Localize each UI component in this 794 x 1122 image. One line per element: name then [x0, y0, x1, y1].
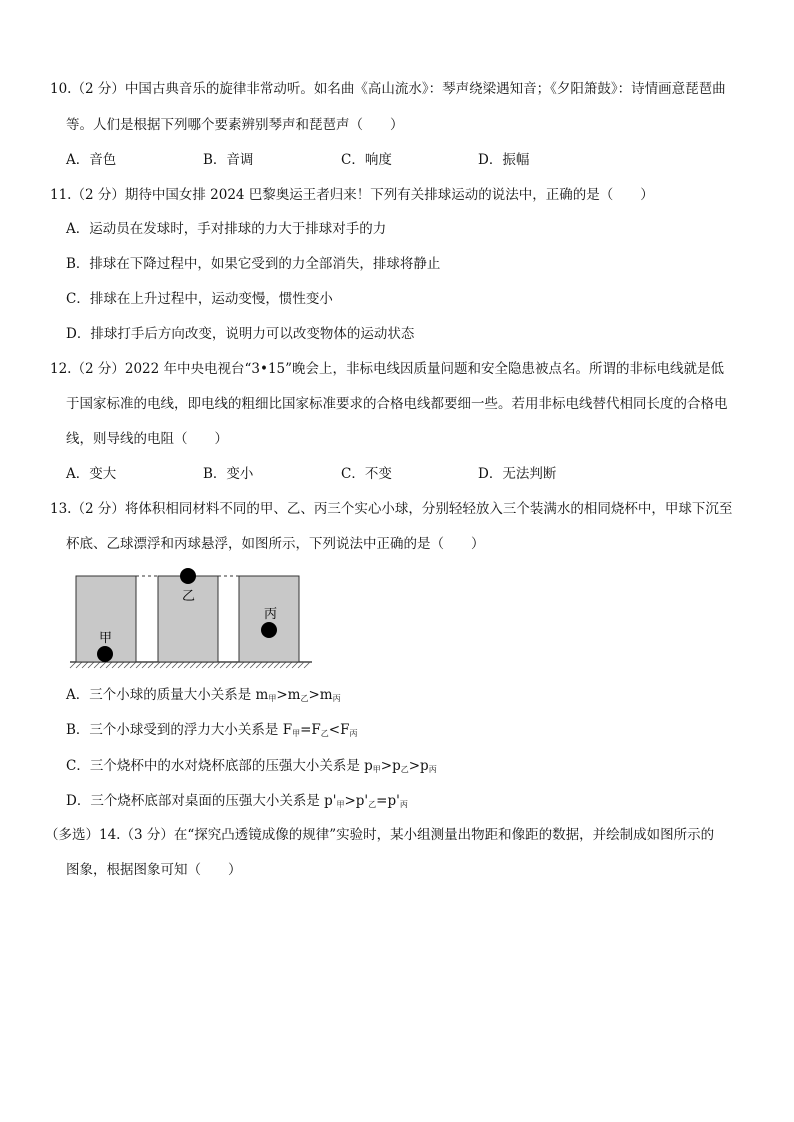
q10-stem-line1: 10.（2 分）中国古典音乐的旋律非常动听。如名曲《高山流水》：琴声绕梁遇知音；《夕阳箫鼓》：诗情画意琵琶曲 — [50, 81, 726, 97]
q11-option-c: C．排球在上升过程中，运动变慢，惯性变小 — [66, 291, 333, 307]
q10-option-a: A．音色 — [66, 152, 117, 168]
q13-option-d: D．三个烧杯底部对桌面的压强大小关系是 $p'_甲>p'_乙=p'_丙$ — [66, 793, 408, 809]
ball-jia — [97, 646, 113, 662]
q10-stem-line2: 等。人们是根据下列哪个要素辨别琴声和琵琶声（ ） — [66, 117, 404, 133]
q12-option-b: B．变小 — [203, 466, 254, 482]
beakers-figure — [66, 566, 316, 674]
ball-yi — [180, 568, 196, 584]
table-surface — [70, 662, 312, 668]
q11-option-b: B．排球在下降过程中，如果它受到的力全部消失，排球将静止 — [66, 256, 441, 272]
q13-option-c: C．三个烧杯中的水对烧杯底部的压强大小关系是 $p_甲>p_乙>p_丙$ — [66, 758, 437, 774]
q10-option-c: C．响度 — [341, 152, 392, 168]
q12-stem-line1: 12.（2 分）2022 年中央电视台“3•15”晚会上，非标电线因质量问题和安全隐患被点名。所谓的非标电线就是低 — [50, 361, 725, 377]
q10-option-b: B．音调 — [203, 152, 254, 168]
q14-stem-line1: （多选）14.（3 分）在“探究凸透镜成像的规律”实验时，某小组测量出物距和像距的数据，并绘制成如图所示的 — [45, 827, 715, 843]
label-yi: 乙 — [182, 589, 196, 604]
q12-stem-line3: 线，则导线的电阻（ ） — [66, 431, 228, 447]
q11-stem-line1: 11.（2 分）期待中国女排 2024 巴黎奥运王者归来！下列有关排球运动的说法中，正确的是（ ） — [50, 187, 654, 203]
q11-option-d: D．排球打手后方向改变，说明力可以改变物体的运动状态 — [66, 326, 415, 342]
q12-option-c: C．不变 — [341, 466, 392, 482]
q10-option-d: D．振幅 — [478, 152, 530, 168]
q13-stem-line1: 13.（2 分）将体积相同材料不同的甲、乙、丙三个实心小球，分别轻轻放入三个装满水的相同烧杯中，甲球下沉至 — [50, 501, 733, 517]
q12-option-a: A．变大 — [66, 466, 117, 482]
q12-option-d: D．无法判断 — [478, 466, 557, 482]
q11-option-a: A．运动员在发球时，手对排球的力大于排球对手的力 — [66, 221, 387, 237]
q12-stem-line2: 于国家标准的电线，即电线的粗细比国家标准要求的合格电线都要细一些。若用非标电线替代相同长度的合格电 — [66, 396, 728, 412]
label-jia: 甲 — [99, 631, 113, 646]
ball-bing — [261, 622, 277, 638]
q13-stem-line2: 杯底、乙球漂浮和丙球悬浮，如图所示，下列说法中正确的是（ ） — [66, 536, 485, 552]
q13-option-b: B．三个小球受到的浮力大小关系是 $F_甲=F_乙<F_丙$ — [66, 722, 358, 738]
q14-stem-line2: 图象，根据图象可知（ ） — [66, 862, 242, 878]
q13-option-a: A．三个小球的质量大小关系是 $m_甲>m_乙>m_丙$ — [66, 687, 341, 703]
label-bing: 丙 — [264, 607, 278, 622]
